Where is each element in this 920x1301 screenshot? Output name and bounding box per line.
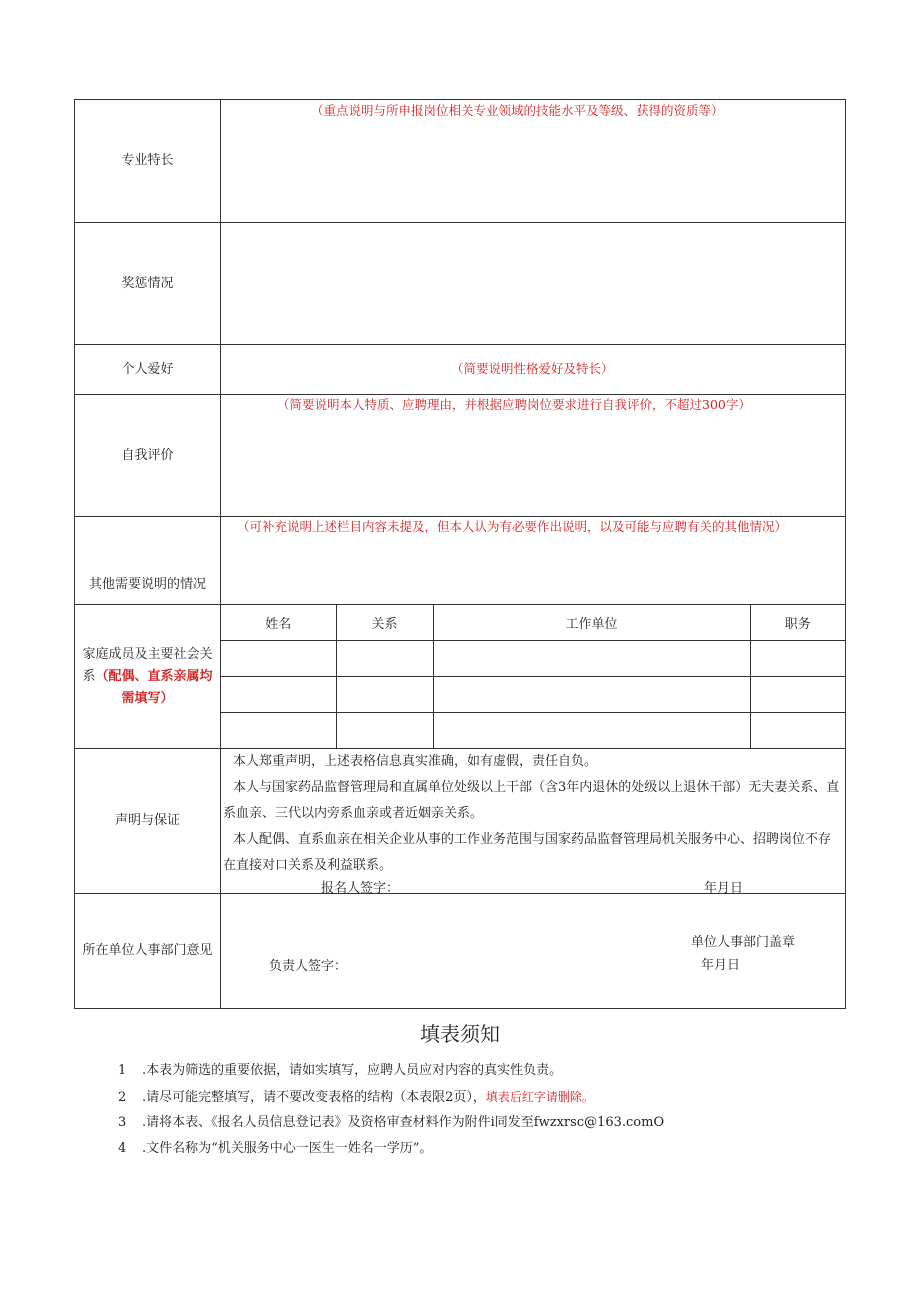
family-label-note: （配偶、直系亲属均需填写） [95,668,213,706]
row-awards [75,223,845,345]
self-eval-field[interactable] [221,395,845,516]
family-relation-cell[interactable] [336,713,433,749]
awards-label: 奖惩情况 [75,223,221,344]
self-eval-label: 自我评价 [75,395,221,516]
hobbies-hint: （简要说明性格爱好及特长） [451,361,614,376]
family-label-text: 家庭成员及主要社会关系 [82,646,213,684]
notice-red-text: 填表后红字请删除。 [485,1090,594,1104]
header-name: 姓名 [221,605,336,641]
row-self-evaluation [75,395,845,517]
dept-opinion-label: 所在单位人事部门意见 [75,894,221,1008]
dept-opinion-field[interactable] [221,894,845,1008]
family-relation-cell[interactable] [336,641,433,677]
family-name-cell[interactable] [221,713,336,749]
family-relation-cell[interactable] [336,677,433,713]
family-position-cell[interactable] [750,677,845,713]
family-row [221,713,845,749]
family-name-cell[interactable] [221,677,336,713]
header-relation: 关系 [336,605,433,641]
dept-opinion-date: 年月日 [701,958,741,973]
notice-item: 3 .请将本表、《报名人员信息登记表》及资格审查材料作为附件i同发至fwzxrsc@163.comO [118,1115,665,1130]
notice-list [118,1058,664,1162]
declaration-paragraph-3: 本人配偶、直系血亲在相关企业从事的工作业务范围与国家药品监督管理局机关服务中心、招聘岗位不存在直接对口关系及利益联系。 [223,832,832,873]
awards-field[interactable] [221,223,845,344]
specialty-label: 专业特长 [75,100,221,222]
family-name-cell[interactable] [221,641,336,677]
specialty-hint: （重点说明与所申报岗位相关专业领域的技能水平及等级、获得的资质等） [311,103,724,118]
family-position-cell[interactable] [750,641,845,677]
declaration-label: 声明与保证 [75,749,221,893]
application-form-table [74,99,846,1009]
notice-item: 2 .请尽可能完整填写，请不要改变表格的结构（本表限2页），填表后红字请删除。 [118,1090,594,1105]
notice-title: 填表须知 [420,1022,500,1046]
notice-item: 4 .文件名称为“机关服务中心一医生一姓名一学历”。 [118,1141,433,1156]
applicant-signature-label: 报名人签字： [321,881,400,896]
family-table-area [221,605,845,748]
row-specialty [75,100,845,223]
declaration-paragraph-2: 本人与国家药品监督管理局和直属单位处级以上干部（含3年内退休的处级以上退休干部）无夫妻关系、直系血亲、三代以内旁系血亲或者近姻亲关系。 [223,780,840,821]
row-declaration [75,749,845,894]
other-label: 其他需要说明的情况 [75,517,221,604]
header-position: 职务 [750,605,845,641]
row-dept-opinion [75,894,845,1008]
row-hobbies [75,345,845,395]
family-employer-cell[interactable] [433,713,750,749]
other-field[interactable] [221,517,845,604]
other-hint: （可补充说明上述栏目内容未提及，但本人认为有必要作出说明，以及可能与应聘有关的其他情况） [237,519,788,534]
self-eval-hint: （简要说明本人特质、应聘理由，并根据应聘岗位要求进行自我评价，不超过300字） [277,397,751,412]
family-header-row [221,605,845,641]
family-position-cell[interactable] [750,713,845,749]
dept-seal-label: 单位人事部门盖章 [691,935,796,950]
row-family [75,605,845,749]
family-employer-cell[interactable] [433,641,750,677]
responsible-signature-label: 负责人签字： [269,959,348,974]
row-other [75,517,845,605]
family-row [221,677,845,713]
family-row [221,641,845,677]
family-employer-cell[interactable] [433,677,750,713]
specialty-field[interactable] [221,100,845,222]
notice-item: 1 .本表为筛选的重要依据，请如实填写，应聘人员应对内容的真实性负责。 [118,1063,563,1078]
declaration-content [221,749,845,896]
declaration-date: 年月日 [704,881,744,896]
hobbies-field[interactable] [221,345,845,394]
hobbies-label: 个人爱好 [75,345,221,394]
family-table [221,605,845,748]
header-employer: 工作单位 [433,605,750,641]
declaration-paragraph-1: 本人郑重声明，上述表格信息真实准确，如有虚假，责任自负。 [233,754,598,769]
family-label [75,605,221,748]
